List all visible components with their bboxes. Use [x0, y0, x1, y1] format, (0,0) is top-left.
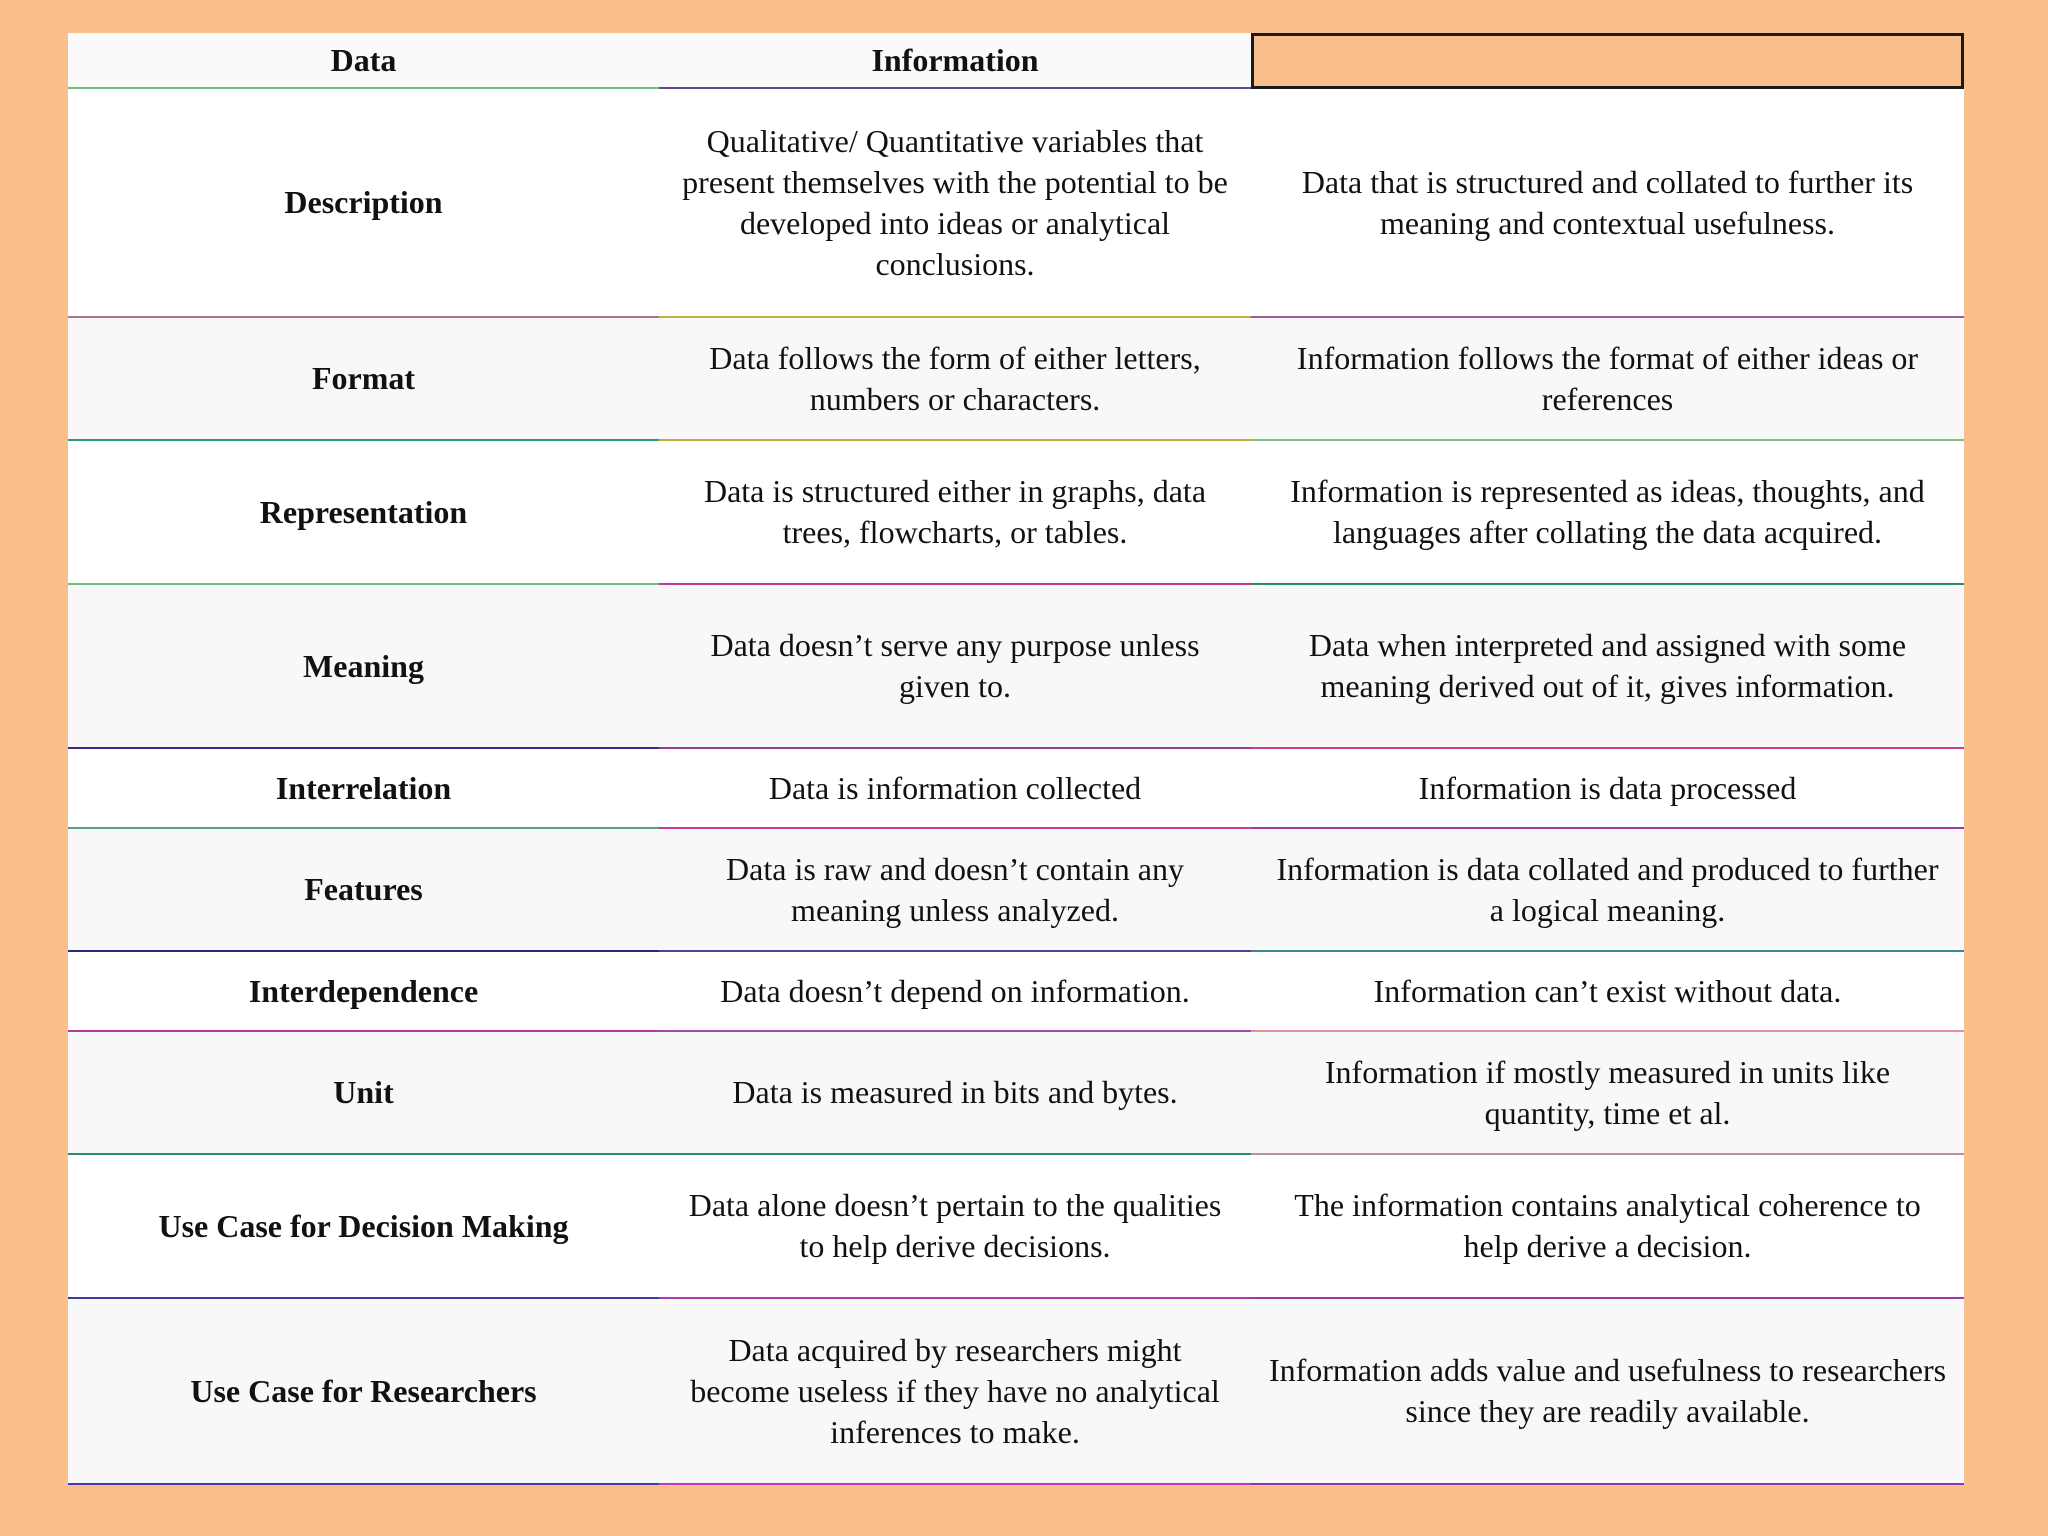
data-cell: Data doesn’t depend on information.: [659, 952, 1251, 1032]
comparison-table: [68, 33, 1964, 1485]
row-label-interdependence: Interdependence: [68, 952, 659, 1032]
table-row: [68, 1299, 1964, 1485]
information-cell: Information adds value and usefulness to researchers since they are readily available.: [1251, 1299, 1964, 1485]
information-cell: The information contains analytical coherence to help derive a decision.: [1251, 1155, 1964, 1299]
information-cell: Information follows the format of either ideas or references: [1251, 318, 1964, 441]
data-cell: Qualitative/ Quantitative variables that present themselves with the potential to be developed into ideas or analytical conclusions.: [659, 89, 1251, 318]
header-cell-information: Information: [659, 33, 1251, 89]
data-cell: Data is measured in bits and bytes.: [659, 1032, 1251, 1155]
table-row: [68, 749, 1964, 829]
information-cell: Information is data processed: [1251, 749, 1964, 829]
row-label-use-case-researchers: Use Case for Researchers: [68, 1299, 659, 1485]
row-label-use-case-decision-making: Use Case for Decision Making: [68, 1155, 659, 1299]
data-cell: Data is information collected: [659, 749, 1251, 829]
data-cell: Data is structured either in graphs, data trees, flowcharts, or tables.: [659, 441, 1251, 585]
row-label-representation: Representation: [68, 441, 659, 585]
table-row: [68, 89, 1964, 318]
row-label-features: Features: [68, 829, 659, 952]
data-cell: Data is raw and doesn’t contain any meaning unless analyzed.: [659, 829, 1251, 952]
row-label-format: Format: [68, 318, 659, 441]
information-cell: Information can’t exist without data.: [1251, 952, 1964, 1032]
row-label-description: Description: [68, 89, 659, 318]
data-cell: Data doesn’t serve any purpose unless given to.: [659, 585, 1251, 749]
data-cell: Data alone doesn’t pertain to the qualities to help derive decisions.: [659, 1155, 1251, 1299]
table-header-row: [68, 33, 1964, 89]
table-row: [68, 1155, 1964, 1299]
data-cell: Data acquired by researchers might become useless if they have no analytical inferences to make.: [659, 1299, 1251, 1485]
information-cell: Information is data collated and produced to further a logical meaning.: [1251, 829, 1964, 952]
information-cell: Data when interpreted and assigned with some meaning derived out of it, gives information.: [1251, 585, 1964, 749]
information-cell: Information if mostly measured in units like quantity, time et al.: [1251, 1032, 1964, 1155]
table-row: [68, 1032, 1964, 1155]
row-label-unit: Unit: [68, 1032, 659, 1155]
table-row: [68, 318, 1964, 441]
information-cell: Data that is structured and collated to further its meaning and contextual usefulness.: [1251, 89, 1964, 318]
table-row: [68, 441, 1964, 585]
row-label-meaning: Meaning: [68, 585, 659, 749]
table-row: [68, 585, 1964, 749]
table-row: [68, 952, 1964, 1032]
table-row: [68, 829, 1964, 952]
row-label-interrelation: Interrelation: [68, 749, 659, 829]
header-cell-empty: [1251, 33, 1964, 89]
information-cell: Information is represented as ideas, thoughts, and languages after collating the data acquired.: [1251, 441, 1964, 585]
data-cell: Data follows the form of either letters, numbers or characters.: [659, 318, 1251, 441]
header-cell-data: Data: [68, 33, 659, 89]
